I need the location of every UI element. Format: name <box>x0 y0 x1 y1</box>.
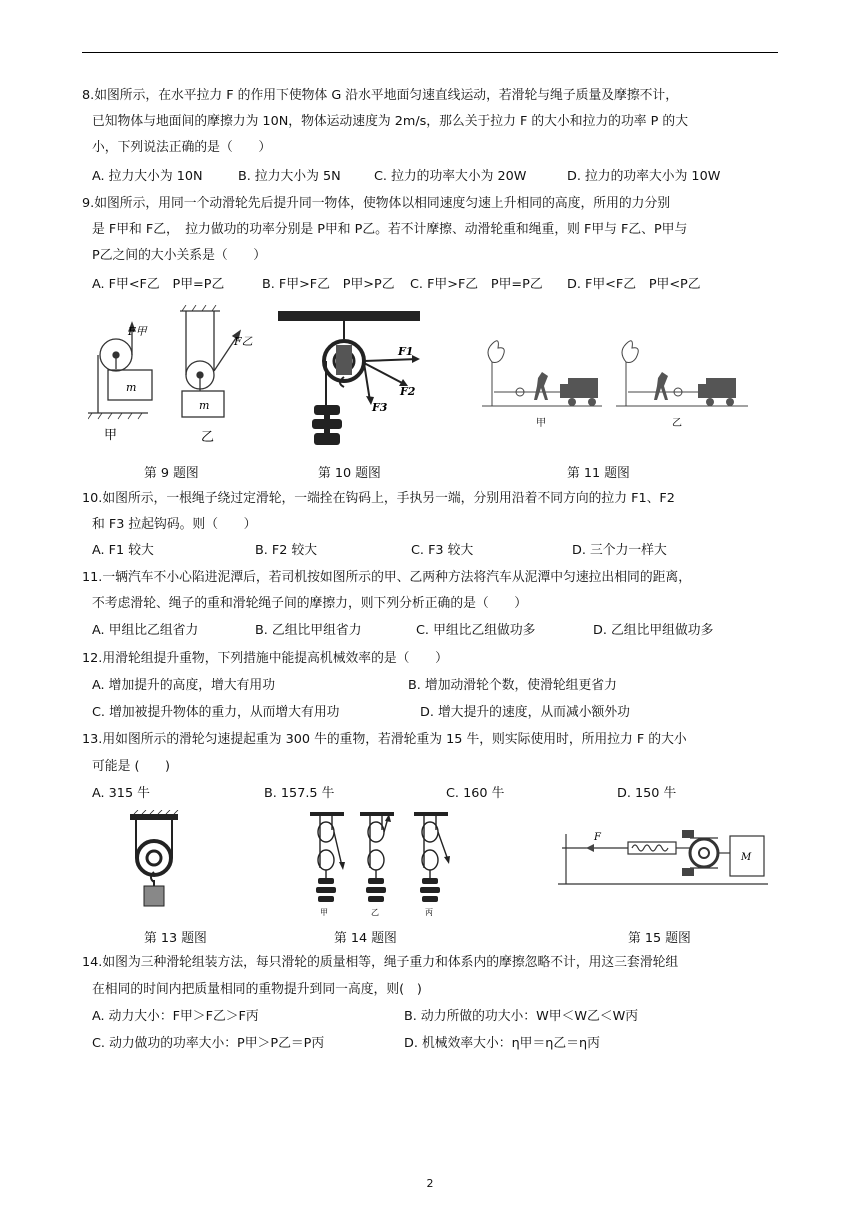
q8-line3: 小，下列说法正确的是（ ） <box>92 140 272 155</box>
caption-q13: 第 13 题图 <box>144 931 207 946</box>
label-f3: F3 <box>372 401 388 414</box>
caption-q11: 第 11 题图 <box>567 466 630 481</box>
label-jia: 甲 <box>320 908 328 917</box>
label-jia: 甲 <box>104 428 118 443</box>
q11-option-c: C. 甲组比乙组做功多 <box>416 623 536 638</box>
q9-line3: P乙之间的大小关系是（ ） <box>92 248 267 263</box>
figure-q11-truck-mud <box>482 322 748 434</box>
header-rule <box>82 52 778 53</box>
figure-q10-fixed-pulley <box>278 305 424 453</box>
label-m-1: m <box>126 381 137 394</box>
label-m-2: m <box>199 399 210 412</box>
label-f-jia: F甲 <box>128 325 147 338</box>
q12-option-d: D. 增大提升的速度，从而减小额外功 <box>420 705 630 720</box>
q8-line2: 已知物体与地面间的摩擦力为 10N，物体运动速度为 2m/s，那么关于拉力 F 的大小和拉力的功率 P 的大 <box>92 114 689 129</box>
q12-line1: 12.用滑轮组提升重物，下列措施中能提高机械效率的是（ ） <box>82 651 448 666</box>
q8-line1: 8.如图所示，在水平拉力 F 的作用下使物体 G 沿水平地面匀速直线运动，若滑轮与绳子质量及摩擦不计， <box>82 88 679 103</box>
q12-option-c: C. 增加被提升物体的重力，从而增大有用功 <box>92 705 340 720</box>
q10-line2: 和 F3 拉起钩码。则（ ） <box>92 517 257 532</box>
q13-option-b: B. 157.5 牛 <box>264 786 335 801</box>
q8-option-a: A. 拉力大小为 10N <box>92 169 203 184</box>
label-yi: 乙 <box>201 430 215 445</box>
q10-line1: 10.如图所示，一根绳子绕过定滑轮，一端拴在钩码上，手执另一端，分别用沿着不同方向的拉力 F1、F2 <box>82 491 675 506</box>
q14-option-c: C. 动力做功的功率大小：P甲＞P乙＝P丙 <box>92 1036 325 1051</box>
q13-option-c: C. 160 牛 <box>446 786 505 801</box>
q14-line1: 14.如图为三种滑轮组装方法，每只滑轮的质量相等，绳子重力和体系内的摩擦忽略不计，用这三套滑轮组 <box>82 955 679 970</box>
q12-option-a: A. 增加提升的高度，增大有用功 <box>92 678 276 693</box>
q13-line2: 可能是 ( ) <box>92 759 171 774</box>
q13-option-a: A. 315 牛 <box>92 786 150 801</box>
label-f: F <box>594 832 601 843</box>
figure-q15-horizontal-pulley <box>558 828 768 896</box>
q14-line2: 在相同的时间内把质量相同的重物提升到同一高度，则( ) <box>92 982 422 997</box>
label-f2: F2 <box>400 385 416 398</box>
q9-line1: 9.如图所示，用同一个动滑轮先后提升同一物体，使物体以相同速度匀速上升相同的高度，所用的力分别 <box>82 196 671 211</box>
caption-q10: 第 10 题图 <box>318 466 381 481</box>
label-f1: F1 <box>398 345 414 358</box>
label-m: M <box>741 852 752 863</box>
caption-q9: 第 9 题图 <box>144 466 199 481</box>
q13-option-d: D. 150 牛 <box>617 786 677 801</box>
q14-option-d: D. 机械效率大小：η甲＝η乙＝η丙 <box>404 1036 600 1051</box>
q11-option-a: A. 甲组比乙组省力 <box>92 623 199 638</box>
q11-option-b: B. 乙组比甲组省力 <box>255 623 362 638</box>
figure-q9-pulleys <box>88 305 258 447</box>
caption-q15: 第 15 题图 <box>628 931 691 946</box>
q11-option-d: D. 乙组比甲组做功多 <box>593 623 714 638</box>
q8-option-b: B. 拉力大小为 5N <box>238 169 341 184</box>
q9-option-c: C. F甲>F乙 P甲=P乙 <box>410 277 543 292</box>
q10-option-d: D. 三个力一样大 <box>572 543 667 558</box>
q9-line2: 是 F甲和 F乙， 拉力做功的功率分别是 P甲和 P乙。若不计摩擦、动滑轮重和绳重，则 F甲与 F乙、P甲与 <box>92 222 688 237</box>
page-number: 2 <box>426 1177 434 1190</box>
q10-option-b: B. F2 较大 <box>255 543 318 558</box>
label-bing: 丙 <box>425 908 433 917</box>
q13-line1: 13.用如图所示的滑轮匀速提起重为 300 牛的重物，若滑轮重为 15 牛，则实际使用时，所用拉力 F 的大小 <box>82 732 687 747</box>
q9-option-a: A. F甲<F乙 P甲=P乙 <box>92 277 225 292</box>
figure-q14-pulley-sets <box>304 810 454 918</box>
q9-option-b: B. F甲>F乙 P甲>P乙 <box>262 277 395 292</box>
label-yi: 乙 <box>672 418 682 429</box>
q8-option-c: C. 拉力的功率大小为 20W <box>374 169 527 184</box>
q9-option-d: D. F甲<F乙 P甲<P乙 <box>567 277 701 292</box>
label-yi: 乙 <box>371 908 379 917</box>
caption-q14: 第 14 题图 <box>334 931 397 946</box>
label-f-yi: F乙 <box>234 335 253 348</box>
label-jia: 甲 <box>536 418 546 429</box>
q11-line2: 不考虑滑轮、绳子的重和滑轮绳子间的摩擦力，则下列分析正确的是（ ） <box>92 596 528 611</box>
q14-option-b: B. 动力所做的功大小：W甲＜W乙＜W丙 <box>404 1009 639 1024</box>
q11-line1: 11.一辆汽车不小心陷进泥潭后，若司机按如图所示的甲、乙两种方法将汽车从泥潭中匀速拉出相同的距离， <box>82 570 692 585</box>
q10-option-c: C. F3 较大 <box>411 543 474 558</box>
q12-option-b: B. 增加动滑轮个数，使滑轮组更省力 <box>408 678 617 693</box>
q14-option-a: A. 动力大小：F甲＞F乙＞F丙 <box>92 1009 259 1024</box>
q8-option-d: D. 拉力的功率大小为 10W <box>567 169 721 184</box>
figure-q13-pulley <box>126 810 182 910</box>
q10-option-a: A. F1 较大 <box>92 543 154 558</box>
